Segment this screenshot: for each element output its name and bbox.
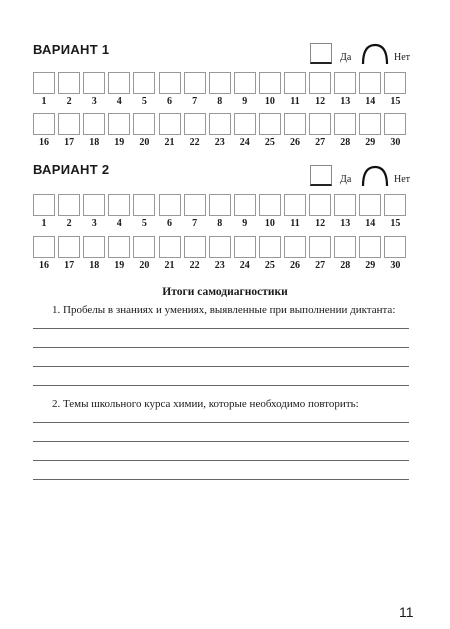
question-2: 2. Темы школьного курса химии, которые необходимо повторить:: [52, 398, 359, 410]
answer-cell[interactable]: [33, 72, 55, 94]
answer-cell[interactable]: [159, 113, 181, 135]
question-number: 4: [116, 96, 122, 107]
question-number: 22: [189, 137, 200, 148]
answer-cell[interactable]: [259, 194, 281, 216]
answer-cell[interactable]: [83, 194, 105, 216]
question-number: 4: [116, 218, 122, 229]
answer-cell[interactable]: [108, 113, 130, 135]
question-number: 22: [189, 260, 200, 271]
question-number: 23: [214, 137, 225, 148]
answer-cell[interactable]: [159, 72, 181, 94]
answer-cell[interactable]: [334, 194, 356, 216]
legend-no-label: Нет: [394, 174, 411, 185]
answer-cell[interactable]: [83, 113, 105, 135]
answer-line: [33, 479, 409, 480]
question-number: 19: [114, 260, 125, 271]
legend-yes-label: Да: [340, 174, 352, 185]
answer-cell[interactable]: [284, 194, 306, 216]
answer-cell[interactable]: [234, 236, 256, 258]
question-number: 25: [264, 137, 275, 148]
answer-line: [33, 347, 409, 348]
answer-cell[interactable]: [384, 236, 406, 258]
answer-cell[interactable]: [58, 236, 80, 258]
answer-cell[interactable]: [334, 113, 356, 135]
answer-cell[interactable]: [259, 236, 281, 258]
variant-2-title: ВАРИАНТ 2: [33, 162, 110, 177]
question-number: 7: [192, 218, 198, 229]
question-number: 24: [239, 137, 250, 148]
legend-variant-2: [310, 165, 420, 191]
question-number: 27: [315, 137, 326, 148]
answer-cell[interactable]: [384, 113, 406, 135]
question-number: 5: [141, 218, 147, 229]
page-number: 11: [399, 604, 414, 620]
question-number: 18: [89, 137, 100, 148]
legend-no-label: Нет: [394, 52, 411, 63]
question-number: 6: [167, 96, 172, 107]
answer-cell[interactable]: [33, 194, 55, 216]
question-number: 20: [139, 137, 150, 148]
question-number: 16: [39, 137, 49, 148]
question-number: 29: [365, 260, 376, 271]
answer-cell[interactable]: [209, 236, 231, 258]
answer-cell[interactable]: [209, 194, 231, 216]
question-number: 9: [242, 218, 248, 229]
question-number: 11: [290, 96, 300, 107]
answer-line: [33, 328, 409, 329]
answer-cell[interactable]: [359, 113, 381, 135]
variant-1-title: ВАРИАНТ 1: [33, 42, 110, 57]
legend-yes-label: Да: [340, 52, 352, 63]
answer-line: [33, 441, 409, 442]
question-number: 28: [340, 260, 351, 271]
question-number: 19: [114, 137, 125, 148]
question-number: 7: [192, 96, 198, 107]
answer-cell[interactable]: [209, 113, 231, 135]
answer-cell[interactable]: [58, 113, 80, 135]
answer-cell[interactable]: [359, 72, 381, 94]
question-number: 14: [365, 96, 376, 107]
answer-cell[interactable]: [359, 236, 381, 258]
answer-cell[interactable]: [159, 236, 181, 258]
answer-cell[interactable]: [133, 236, 155, 258]
answer-cell[interactable]: [309, 72, 331, 94]
question-number: 26: [290, 260, 300, 271]
answer-cell[interactable]: [309, 113, 331, 135]
question-number: 13: [340, 218, 351, 229]
arc-icon: [361, 165, 389, 187]
answer-cell[interactable]: [83, 236, 105, 258]
question-number: 8: [217, 96, 223, 107]
answer-cell[interactable]: [33, 113, 55, 135]
question-number: 24: [239, 260, 250, 271]
answer-cell[interactable]: [184, 194, 206, 216]
question-number: 10: [264, 218, 275, 229]
answer-cell[interactable]: [33, 236, 55, 258]
question-number: 12: [315, 218, 326, 229]
question-number: 25: [264, 260, 275, 271]
answer-cell[interactable]: [108, 236, 130, 258]
question-number: 9: [242, 96, 248, 107]
question-number: 8: [217, 218, 223, 229]
answer-cell[interactable]: [184, 113, 206, 135]
question-1: 1. Пробелы в знаниях и умениях, выявленные при выполнении диктанта:: [52, 304, 396, 316]
answer-cell[interactable]: [108, 194, 130, 216]
answer-cell[interactable]: [334, 72, 356, 94]
answer-line: [33, 366, 409, 367]
question-number: 15: [390, 96, 401, 107]
answer-cell[interactable]: [234, 113, 256, 135]
answer-cell[interactable]: [334, 236, 356, 258]
results-title: Итоги самодиагностики: [162, 286, 288, 298]
answer-cell[interactable]: [133, 72, 155, 94]
answer-cell[interactable]: [359, 194, 381, 216]
answer-cell[interactable]: [234, 72, 256, 94]
question-number: 21: [164, 137, 175, 148]
question-number: 28: [340, 137, 351, 148]
answer-cell[interactable]: [384, 194, 406, 216]
answer-cell[interactable]: [58, 194, 80, 216]
answer-cell[interactable]: [159, 194, 181, 216]
question-number: 10: [264, 96, 275, 107]
answer-cell[interactable]: [384, 72, 406, 94]
answer-cell[interactable]: [184, 236, 206, 258]
answer-line: [33, 460, 409, 461]
answer-cell[interactable]: [309, 194, 331, 216]
question-number: 1: [41, 218, 47, 229]
question-number: 20: [139, 260, 150, 271]
question-number: 30: [390, 260, 401, 271]
question-number: 29: [365, 137, 376, 148]
answer-cell[interactable]: [83, 72, 105, 94]
answer-cell[interactable]: [284, 113, 306, 135]
question-number: 15: [390, 218, 401, 229]
arc-icon: [361, 43, 389, 65]
answer-cell[interactable]: [234, 194, 256, 216]
question-number: 16: [39, 260, 49, 271]
question-number: 18: [89, 260, 100, 271]
answer-cell[interactable]: [259, 113, 281, 135]
question-number: 11: [290, 218, 300, 229]
answer-cell[interactable]: [133, 113, 155, 135]
question-number: 6: [167, 218, 172, 229]
question-number: 14: [365, 218, 376, 229]
underline-box-icon: [310, 43, 332, 64]
answer-line: [33, 422, 409, 423]
question-number: 2: [66, 218, 72, 229]
question-number: 23: [214, 260, 225, 271]
question-number: 17: [64, 260, 75, 271]
answer-cell[interactable]: [184, 72, 206, 94]
answer-cell[interactable]: [284, 236, 306, 258]
answer-line: [33, 385, 409, 386]
question-number: 5: [141, 96, 147, 107]
question-number: 30: [390, 137, 401, 148]
answer-cell[interactable]: [58, 72, 80, 94]
answer-cell[interactable]: [259, 72, 281, 94]
question-number: 17: [64, 137, 75, 148]
question-number: 3: [91, 218, 97, 229]
answer-cell[interactable]: [309, 236, 331, 258]
answer-cell[interactable]: [133, 194, 155, 216]
question-number: 12: [315, 96, 326, 107]
question-number: 3: [91, 96, 97, 107]
question-number: 13: [340, 96, 351, 107]
answer-cell[interactable]: [209, 72, 231, 94]
question-number: 1: [41, 96, 47, 107]
question-number: 27: [315, 260, 326, 271]
answer-cell[interactable]: [284, 72, 306, 94]
question-number: 26: [290, 137, 300, 148]
question-number: 21: [164, 260, 175, 271]
legend-variant-1: [310, 43, 420, 69]
underline-box-icon: [310, 165, 332, 186]
question-number: 2: [66, 96, 72, 107]
answer-cell[interactable]: [108, 72, 130, 94]
